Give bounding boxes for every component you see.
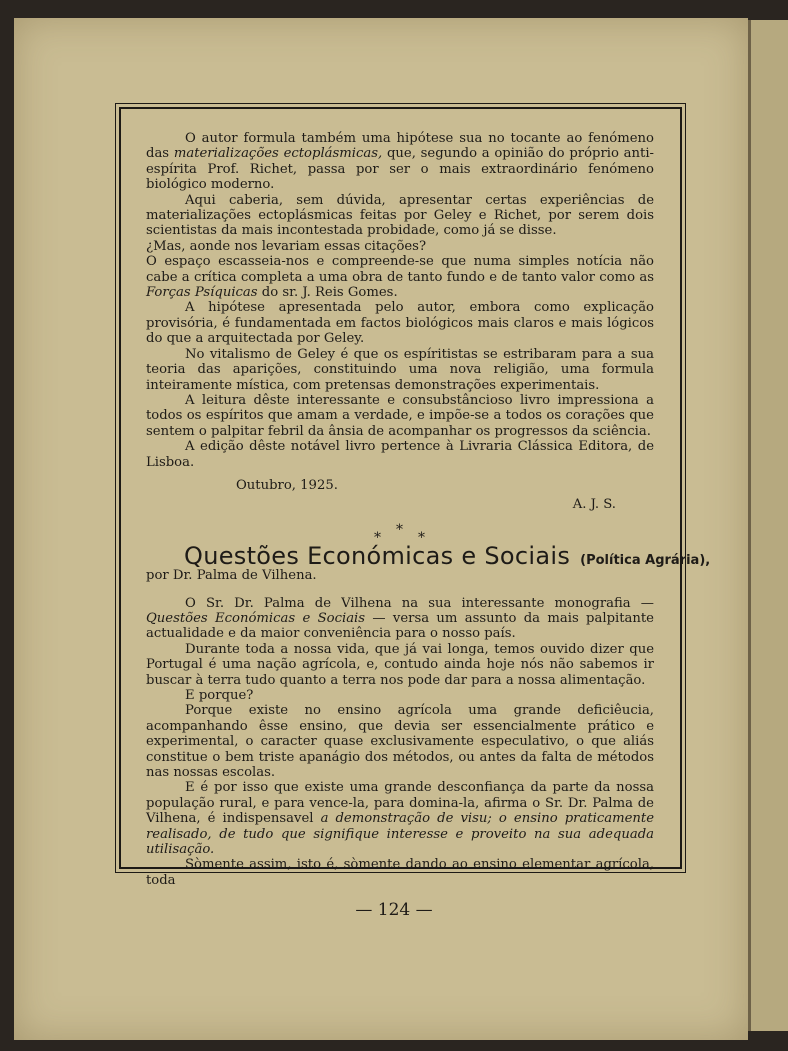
review2-heading (146, 541, 711, 570)
review2-paragraph-2: Durante toda a nossa vida, que já vai longa, temos ouvido dizer que Portugal é uma nação agrícola, e, contudo ainda hoje nós não sabemos ir buscar à terra tudo quanto a terra nos pode dar para a nossa alimentação. (146, 641, 654, 688)
asterisk-left: * (374, 529, 381, 546)
page-number: — 124 — (355, 900, 433, 920)
review1-paragraph-4: O espaço escasseia-nos e compreende-se que numa simples notícia não cabe a crítica completa a uma obra de tanto fundo e de tanto valor como as Forças Psíquicas do sr. J. Reis Gomes. (146, 254, 654, 301)
review2-paragraph-3: E porque? (185, 688, 254, 703)
review2-paragraph-4: Porque existe no ensino agrícola uma grande deficiêucia, acompanhando êsse ensino, que devia ser essencialmente prático e experimental, o caracter quase exclusivamente especulativo, o que aliás constitue o bem triste apanágio dos métodos, ou antes da falta de métodos nas nossas escolas. (146, 703, 654, 781)
review1-paragraph-2: Aqui caberia, sem dúvida, apresentar certas experiências de materializações ectoplásmicas feitas por Geley e Richet, por serem dois scientistas da mais incontestada probidade, como já se disse. (146, 192, 654, 239)
review1-paragraph-3: ¿Mas, aonde nos levariam essas citações? (146, 238, 427, 254)
review2-author: por Dr. Palma de Vilhena. (146, 568, 317, 584)
adjacent-page-edge (748, 20, 788, 1031)
asterisk-top: * (396, 521, 403, 538)
review2-paragraph-6: Sòmente assim, isto é, sòmente dando ao ensino elementar agrícola, toda (146, 857, 654, 888)
review2-subtitle: (Política Agrária), (580, 552, 711, 568)
review2-title: Questões Económicas e Sociais (184, 541, 571, 570)
review1-paragraph-7: A leitura dêste interessante e consubstâncioso livro impressiona a todos os espíritos que amam a verdade, e impõe-se a todos os corações que sentem o palpitar febril da ânsia de acompanhar os progressos da sciência. (146, 392, 654, 439)
review1-paragraph-5: A hipótese apresentada pelo autor, embora como explicação provisória, é fundamentada em factos biológicos mais claros e mais lógicos do que a arquitectada por Geley. (146, 300, 654, 347)
review2-paragraph-1: O Sr. Dr. Palma de Vilhena na sua interessante monografia — Questões Económicas e Sociais — versa um assunto da mais palpitante actualidade e da maior conveniência para o nosso país. (146, 595, 654, 642)
review1-paragraph-8: A edição dêste notável livro pertence à Livraria Clássica Editora, de Lisboa. (146, 439, 654, 470)
review1-paragraph-1: O autor formula também uma hipótese sua no tocante ao fenómeno das materializações ectoplásmicas, que, segundo a opinião do próprio anti-espírita Prof. Richet, passa por ser o mais extraordinário fenómeno biológico moderno. (146, 131, 655, 193)
section-separator (146, 523, 654, 549)
review1-paragraph-6: No vitalismo de Geley é que os espíritistas se estribaram para a sua teoria das aparições, constituindo uma nova religião, uma formula inteiramente mística, com pretensas demonstrações experimentais. (146, 346, 654, 393)
asterisk-right: * (418, 529, 425, 546)
review1-date: Outubro, 1925. (236, 477, 338, 493)
review1-initials: A. J. S. (572, 497, 616, 513)
review2-paragraph-5: E é por isso que existe uma grande desconfiança da parte da nossa população rural, e para vence-la, para domina-la, afirma o Sr. Dr. Palma de Vilhena, é indispensavel a demonstração de visu; o ensino praticamente realisado, de tudo que signifique interesse e proveito na sua adequada utilisação. (146, 780, 654, 858)
page-text (146, 131, 711, 888)
